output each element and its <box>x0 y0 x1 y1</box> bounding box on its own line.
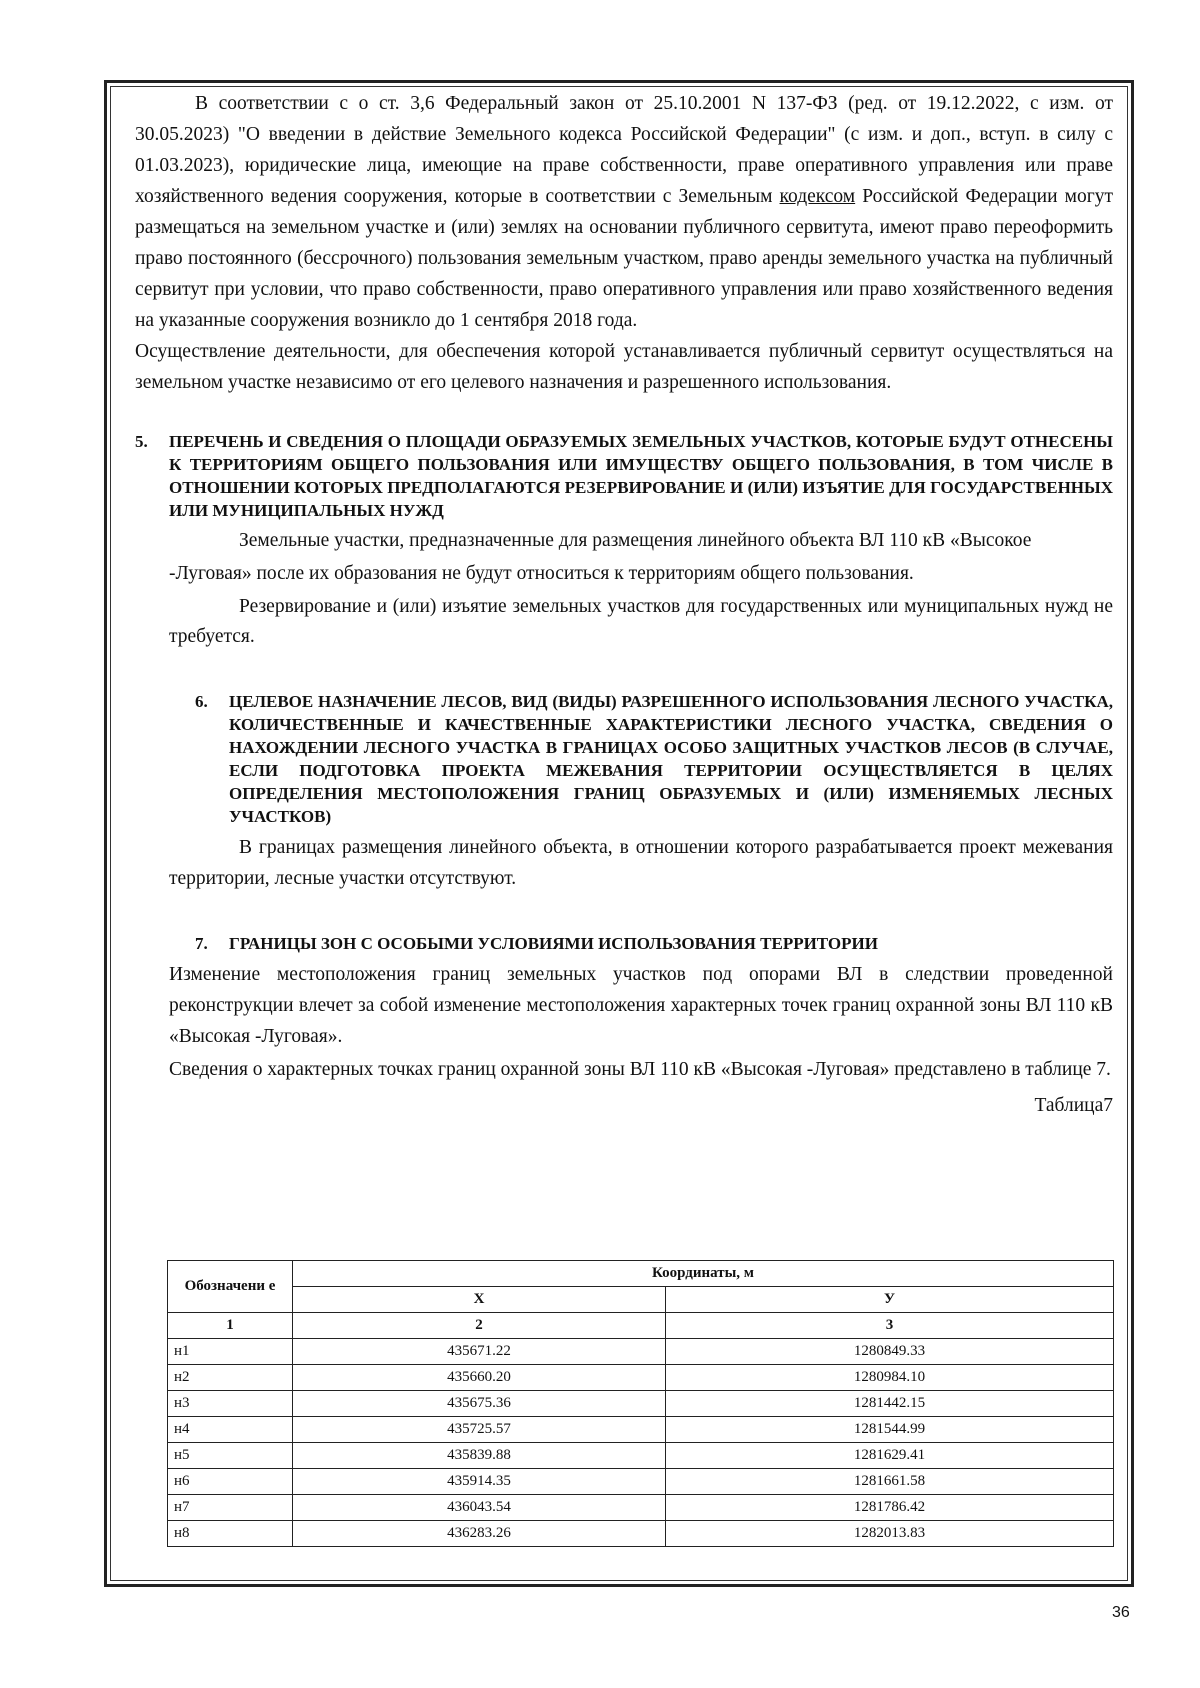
cell-x: 435839.88 <box>293 1443 666 1469</box>
table-caption: Таблица7 <box>1034 1095 1113 1116</box>
section-5-number: 5. <box>135 432 148 451</box>
section-7-paragraph-2: Сведения о характерных точках границ охранной зоны ВЛ 110 кВ «Высокая -Луговая» представлено в таблице 7. <box>169 1059 1111 1080</box>
section-7-title: ГРАНИЦЫ ЗОН С ОСОБЫМИ УСЛОВИЯМИ ИСПОЛЬЗОВАНИЯ ТЕРРИТОРИИ <box>229 934 878 953</box>
cell-designation: н2 <box>168 1365 293 1391</box>
table-row <box>168 1391 1114 1417</box>
cell-x: 435914.35 <box>293 1469 666 1495</box>
header-designation: Обозначени е <box>168 1261 293 1313</box>
section-7 <box>135 932 1113 955</box>
cell-y: 1281629.41 <box>666 1443 1114 1469</box>
col-number-1: 1 <box>168 1313 293 1339</box>
cell-designation: н1 <box>168 1339 293 1365</box>
header-y: У <box>666 1287 1114 1313</box>
section-6-title: ЦЕЛЕВОЕ НАЗНАЧЕНИЕ ЛЕСОВ, ВИД (ВИДЫ) РАЗРЕШЕННОГО ИСПОЛЬЗОВАНИЯ ЛЕСНОГО УЧАСТКА, КОЛИЧЕСТВЕННЫЕ И КАЧЕСТВЕННЫЕ ХАРАКТЕРИСТИКИ ЛЕСНОГО УЧАСТКА, СВЕДЕНИЯ О НАХОЖДЕНИИ ЛЕСНОГО УЧАСТКА В ГРАНИЦАХ ОСОБО ЗАЩИТНЫХ УЧАСТКОВ ЛЕСОВ (В СЛУЧАЕ, ЕСЛИ ПОДГОТОВКА ПРОЕКТА МЕЖЕВАНИЯ ТЕРРИТОРИИ ОСУЩЕСТВЛЯЕТСЯ В ЦЕЛЯХ ОПРЕДЕЛЕНИЯ МЕСТОПОЛОЖЕНИЯ ГРАНИЦ ОБРАЗУЕМЫХ И (ИЛИ) ИЗМЕНЯЕМЫХ ЛЕСНЫХ УЧАСТКОВ) <box>229 692 1113 826</box>
table-row <box>168 1339 1114 1365</box>
section-5-title: ПЕРЕЧЕНЬ И СВЕДЕНИЯ О ПЛОЩАДИ ОБРАЗУЕМЫХ ЗЕМЕЛЬНЫХ УЧАСТКОВ, КОТОРЫЕ БУДУТ ОТНЕСЕНЫ К ТЕРРИТОРИЯМ ОБЩЕГО ПОЛЬЗОВАНИЯ ИЛИ ИМУЩЕСТВУ ОБЩЕГО ПОЛЬЗОВАНИЯ, В ТОМ ЧИСЛЕ В ОТНОШЕНИИ КОТОРЫХ ПРЕДПОЛАГАЮТСЯ РЕЗЕРВИРОВАНИЕ И (ИЛИ) ИЗЪЯТИЕ ДЛЯ ГОСУДАРСТВЕННЫХ ИЛИ МУНИЦИПАЛЬНЫХ НУЖД <box>169 432 1113 520</box>
intro-text-part2: Российской Федерации могут размещаться на земельном участке и (или) землях на основании публичного сервитута, имеют право переоформить право постоянного (бессрочного) пользования земельным участком, право аренды земельного участка на публичный сервитут при условии, что право собственности, право оперативного управления или право хозяйственного ведения на указанные сооружения возникло до 1 сентября 2018 года. <box>135 186 1113 331</box>
cell-y: 1280984.10 <box>666 1365 1114 1391</box>
col-number-2: 2 <box>293 1313 666 1339</box>
header-x: Х <box>293 1287 666 1313</box>
intro-text-part1: В соответствии с о ст. 3,6 Федеральный закон от 25.10.2001 N 137-ФЗ (ред. от 19.12.2022, с изм. от 30.05.2023) "О введении в действие Земельного кодекса Российской Федерации" (с изм. и доп., вступ. в силу с 01.03.2023), юридические лица, имеющие на праве собственности, праве оперативного управления или праве хозяйственного ведения сооружения, которые в соответствии с Земельным <box>135 93 1113 207</box>
cell-y: 1282013.83 <box>666 1521 1114 1547</box>
section-7-number: 7. <box>195 934 208 953</box>
cell-x: 435675.36 <box>293 1391 666 1417</box>
intro-paragraph <box>135 88 1113 336</box>
cell-designation: н7 <box>168 1495 293 1521</box>
section-5-heading <box>135 430 1113 522</box>
cell-y: 1281786.42 <box>666 1495 1114 1521</box>
section-7-heading <box>195 932 1113 955</box>
section-6 <box>135 690 1113 828</box>
header-coordinates: Координаты, м <box>293 1261 1114 1287</box>
coordinates-table <box>167 1260 1114 1547</box>
table-row <box>168 1365 1114 1391</box>
page-number: 36 <box>1112 1604 1130 1621</box>
table-row <box>168 1417 1114 1443</box>
col-number-3: 3 <box>666 1313 1114 1339</box>
section-5-paragraph-1: Земельные участки, предназначенные для размещения линейного объекта ВЛ 110 кВ «Высокое -Луговая» после их образования не будут относиться к территориям общего пользования. <box>169 530 1032 584</box>
cell-designation: н4 <box>168 1417 293 1443</box>
cell-designation: н6 <box>168 1469 293 1495</box>
section-6-heading <box>195 690 1113 828</box>
section-6-paragraph-1: В границах размещения линейного объекта, в отношении которого разрабатывается проект межевания территории, лесные участки отсутствуют. <box>169 837 1113 889</box>
table-row <box>168 1443 1114 1469</box>
cell-designation: н8 <box>168 1521 293 1547</box>
table-header-row <box>168 1261 1114 1287</box>
cell-x: 436043.54 <box>293 1495 666 1521</box>
intro-paragraph-2: Осуществление деятельности, для обеспечения которой устанавливается публичный сервитут осуществляться на земельном участке независимо от его целевого назначения и разрешенного использования. <box>135 341 1113 393</box>
document-content <box>135 88 1113 1117</box>
table-subheader-row <box>168 1287 1114 1313</box>
cell-x: 435725.57 <box>293 1417 666 1443</box>
cell-x: 435660.20 <box>293 1365 666 1391</box>
table-column-number-row <box>168 1313 1114 1339</box>
codex-link[interactable]: кодексом <box>779 186 856 207</box>
section-6-number: 6. <box>195 692 208 711</box>
cell-x: 435671.22 <box>293 1339 666 1365</box>
cell-designation: н3 <box>168 1391 293 1417</box>
cell-designation: н5 <box>168 1443 293 1469</box>
cell-y: 1281544.99 <box>666 1417 1114 1443</box>
section-5 <box>135 430 1113 522</box>
table-row <box>168 1495 1114 1521</box>
cell-x: 436283.26 <box>293 1521 666 1547</box>
section-7-paragraph-1: Изменение местоположения границ земельных участков под опорами ВЛ в следствии проведенной реконструкции влечет за собой изменение местоположения характерных точек границ охранной зоны ВЛ 110 кВ «Высокая -Луговая». <box>169 964 1113 1047</box>
cell-y: 1281442.15 <box>666 1391 1114 1417</box>
cell-y: 1280849.33 <box>666 1339 1114 1365</box>
cell-y: 1281661.58 <box>666 1469 1114 1495</box>
table-row <box>168 1521 1114 1547</box>
table-row <box>168 1469 1114 1495</box>
section-5-paragraph-2: Резервирование и (или) изъятие земельных участков для государственных или муниципальных нужд не требуется. <box>169 596 1113 647</box>
